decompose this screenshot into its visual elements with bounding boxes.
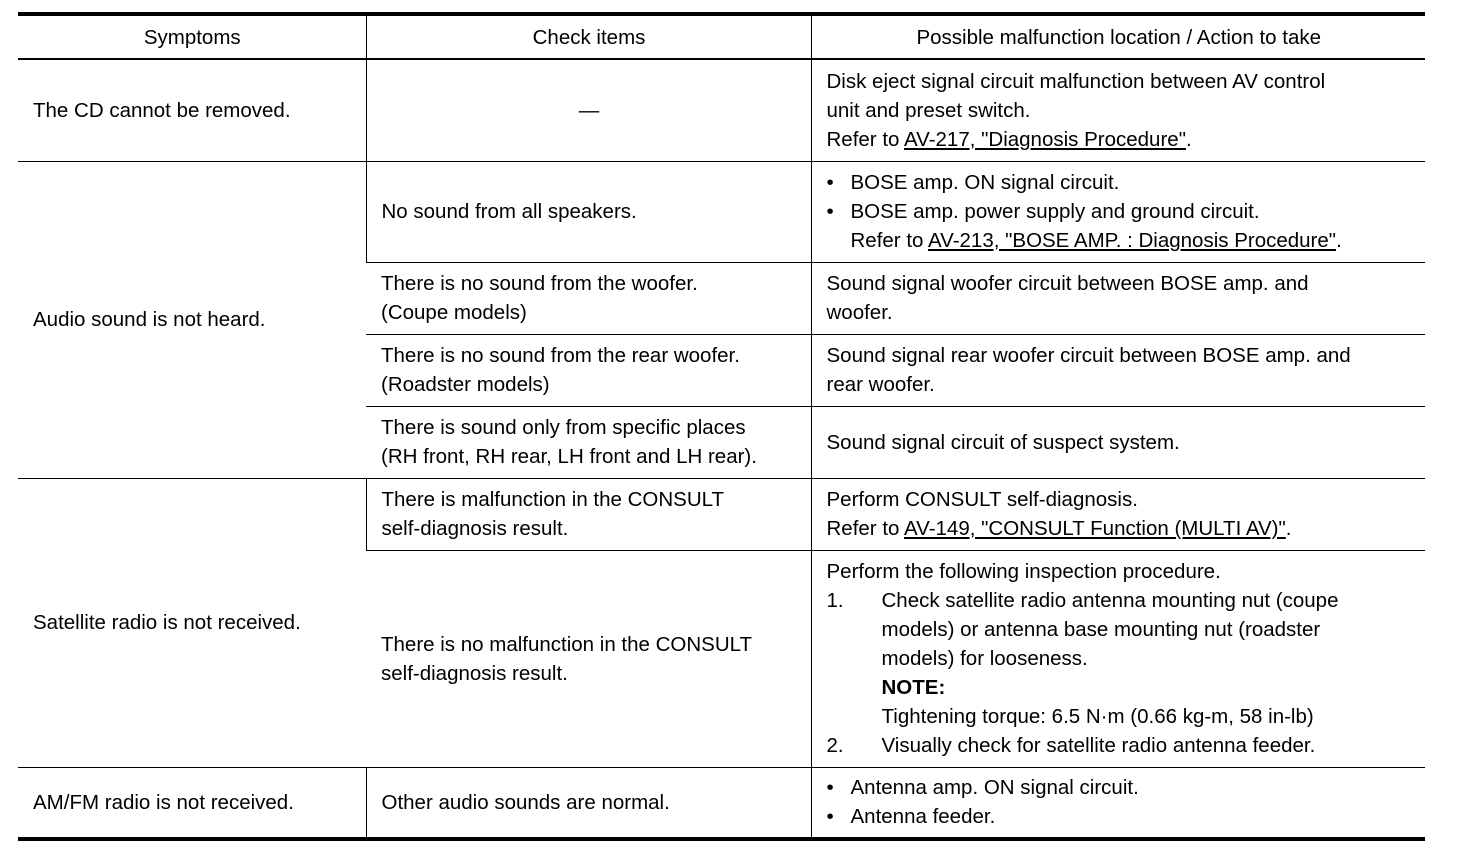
action-cd (811, 59, 1425, 161)
refer-prefix: Refer to (826, 517, 904, 540)
action-audio-3 (811, 334, 1425, 406)
note-label: NOTE: (881, 676, 946, 699)
procedure-intro: Perform the following inspection procedure. (826, 560, 1221, 583)
refer-prefix: Refer to (850, 229, 928, 252)
step-number: 1. (826, 589, 844, 612)
link-av-149[interactable]: AV-149, "CONSULT Function (MULTI AV)" (904, 517, 1286, 540)
action-text: Sound signal rear woofer circuit between BOSE amp. and (826, 344, 1351, 367)
step-item (827, 731, 1412, 760)
diagnosis-table (18, 12, 1425, 841)
check-text: (Roadster models) (381, 373, 550, 396)
refer-line (827, 125, 1412, 154)
note-text: Tightening torque: 6.5 N·m (0.66 kg-m, 58 in-lb) (881, 705, 1314, 728)
symptom-cd: The CD cannot be removed. (18, 59, 366, 161)
refer-line (827, 226, 1412, 255)
header-check-items: Check items (366, 14, 811, 59)
refer-prefix: Refer to (826, 127, 904, 151)
check-cd: — (366, 59, 811, 161)
action-text: Disk eject signal circuit malfunction between AV control (826, 69, 1326, 93)
bullet-mark: • (826, 200, 834, 223)
action-satellite-2 (811, 550, 1425, 767)
table-row (18, 59, 1425, 161)
refer-suffix: . (1285, 517, 1292, 540)
step-text: Check satellite radio antenna mounting nut (coupe (881, 589, 1339, 612)
action-satellite-1 (811, 478, 1425, 550)
check-audio-1: No sound from all speakers. (366, 161, 811, 262)
bullet-mark: • (826, 171, 834, 194)
link-av-213[interactable]: AV-213, "BOSE AMP. : Diagnosis Procedure" (928, 229, 1337, 252)
bullet-item (827, 802, 1412, 831)
action-audio-4: Sound signal circuit of suspect system. (811, 406, 1425, 478)
step-text: models) for looseness. (881, 647, 1088, 670)
header-action: Possible malfunction location / Action to take (811, 14, 1425, 59)
check-text: There is no sound from the woofer. (381, 272, 698, 295)
check-text: There is malfunction in the CONSULT (381, 488, 725, 511)
action-audio-1 (811, 161, 1425, 262)
action-text: woofer. (826, 301, 893, 324)
check-audio-3 (366, 334, 811, 406)
check-satellite-2 (366, 550, 811, 767)
bullet-item (827, 773, 1412, 802)
bullet-text: Antenna feeder. (850, 805, 996, 829)
symptom-satellite: Satellite radio is not received. (18, 478, 366, 767)
refer-suffix: . (1336, 229, 1342, 252)
step-number: 2. (826, 734, 844, 757)
bullet-mark: • (826, 805, 834, 829)
symptom-audio: Audio sound is not heard. (18, 161, 366, 478)
symptom-amfm: AM/FM radio is not received. (18, 767, 366, 839)
check-audio-4 (366, 406, 811, 478)
table-row (18, 161, 1425, 262)
check-text: (Coupe models) (381, 301, 527, 324)
step-text: models) or antenna base mounting nut (roadster (881, 618, 1321, 641)
check-audio-2 (366, 262, 811, 334)
action-amfm (811, 767, 1425, 839)
bullet-text: Antenna amp. ON signal circuit. (850, 776, 1139, 800)
bullet-item (827, 197, 1412, 226)
bullet-mark: • (826, 776, 834, 800)
check-satellite-1 (366, 478, 811, 550)
check-text: There is no malfunction in the CONSULT (381, 632, 753, 656)
header-symptoms: Symptoms (18, 14, 366, 59)
bullet-item (827, 168, 1412, 197)
header-row (18, 14, 1425, 59)
action-text: Perform CONSULT self-diagnosis. (826, 488, 1138, 511)
table-row (18, 478, 1425, 550)
check-text: self-diagnosis result. (381, 661, 568, 685)
action-text: Sound signal woofer circuit between BOSE amp. and (826, 272, 1309, 295)
refer-suffix: . (1185, 127, 1192, 151)
check-text: There is sound only from specific places (381, 416, 746, 439)
action-text: rear woofer. (826, 373, 935, 396)
link-av-217[interactable]: AV-217, "Diagnosis Procedure" (904, 127, 1186, 151)
step-text: Visually check for satellite radio antenna feeder. (881, 734, 1316, 757)
check-text: (RH front, RH rear, LH front and LH rear). (381, 445, 757, 468)
refer-line (827, 514, 1412, 543)
step-item (827, 586, 1412, 615)
check-text: self-diagnosis result. (381, 517, 569, 540)
action-audio-2 (811, 262, 1425, 334)
check-text: There is no sound from the rear woofer. (381, 344, 740, 367)
bullet-text: BOSE amp. ON signal circuit. (850, 171, 1120, 194)
action-text: unit and preset switch. (826, 98, 1031, 122)
bullet-text: BOSE amp. power supply and ground circuit. (850, 200, 1260, 223)
check-amfm: Other audio sounds are normal. (366, 767, 811, 839)
table-row (18, 767, 1425, 839)
